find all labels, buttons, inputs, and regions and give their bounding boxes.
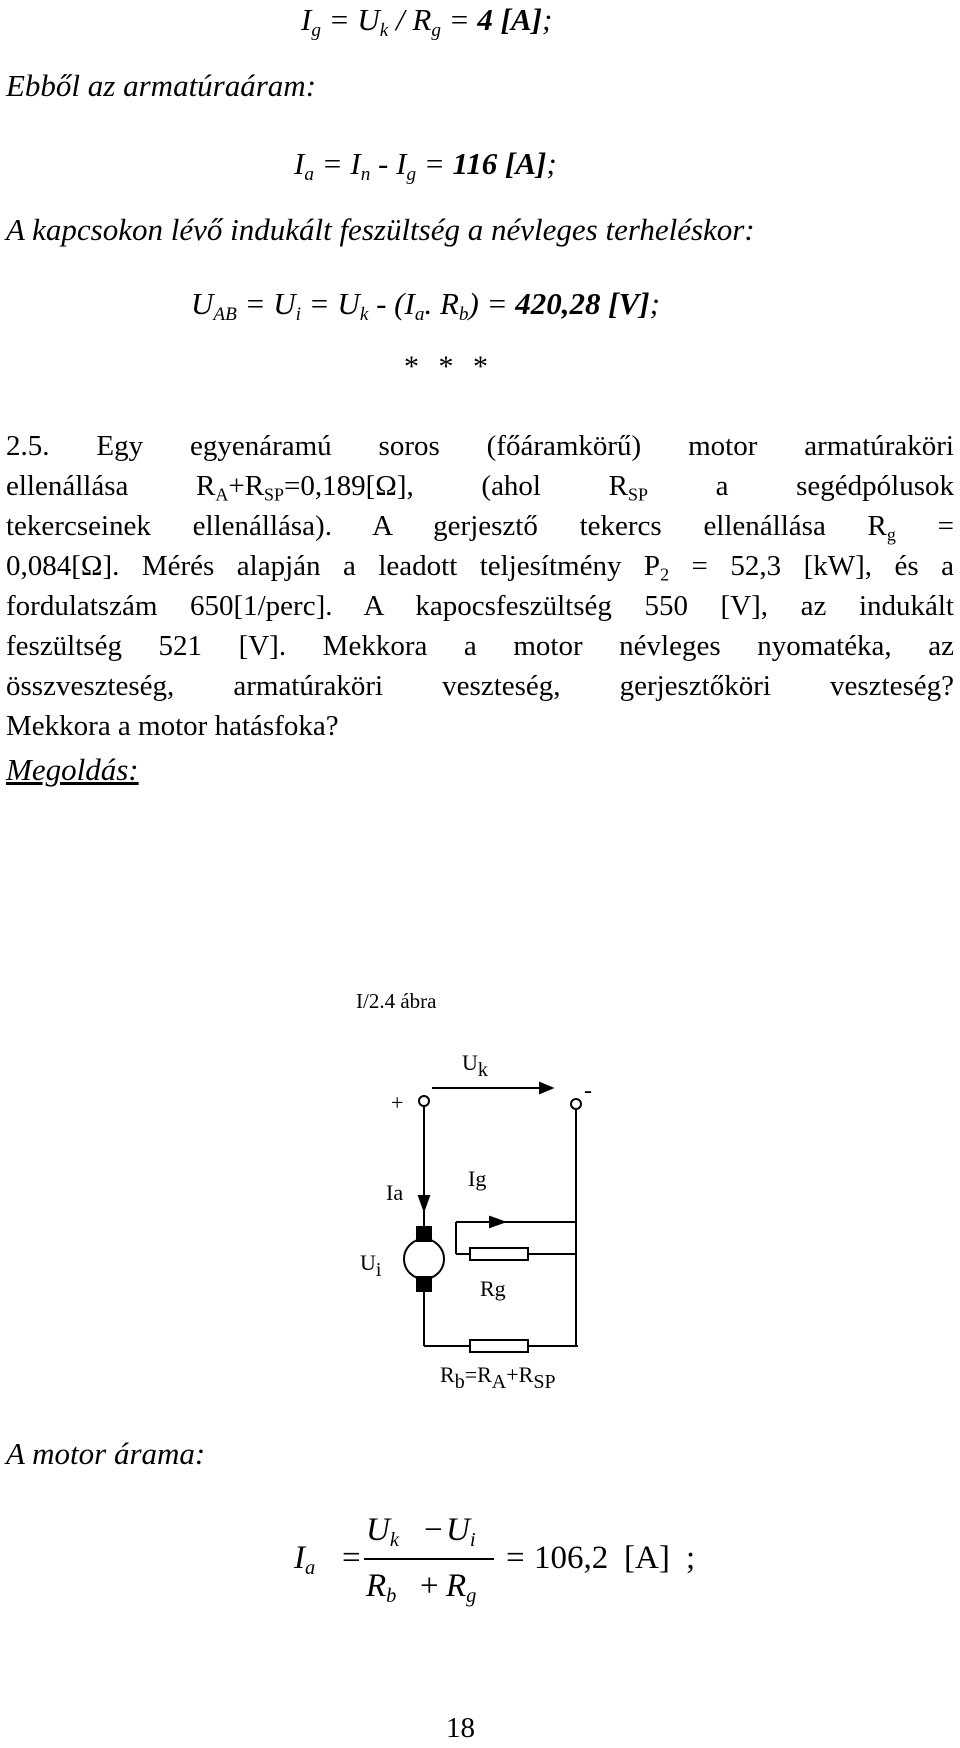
problem-statement — [6, 426, 954, 746]
equation-ia: $I_a = I_n - I_g = 116$ [A]; — [294, 146, 557, 185]
ig-arrowhead — [490, 1217, 504, 1227]
fraction-bar — [364, 1558, 494, 1560]
equation-uab: $U_{AB} = U_i = U_k - (I_a$. $R_b) = 420,28$ [V]; — [191, 286, 660, 325]
label-armature-current: Ebből az armatúraáram: — [6, 68, 317, 103]
ia-label: Ia — [386, 1180, 404, 1205]
rg-label: Rg — [480, 1276, 506, 1301]
problem-line: feszültség 521 [V]. Mekkora a motor névleges nyomatéka, az — [6, 630, 954, 662]
brush-bottom — [417, 1277, 431, 1291]
ig-label: Ig — [468, 1166, 487, 1191]
minus-terminal — [571, 1099, 581, 1109]
figure-caption: I/2.4 ábra — [356, 989, 437, 1013]
section-separator: * * * — [404, 350, 494, 383]
armature — [404, 1239, 444, 1279]
problem-line: 0,084[Ω]. Mérés alapján a leadott teljesítmény $P_2 = 52,3$ [kW], és a — [6, 550, 954, 585]
resistor-rg — [470, 1248, 528, 1260]
resistor-rb — [470, 1340, 528, 1352]
problem-line: tekercseinek ellenállása). A gerjesztő tekercs ellenállása $R_g$ = — [6, 510, 954, 545]
problem-line: ellenállása $R_A+R_{SP}=0,189[\Omega]$, (ahol $R_{SP}$ a segédpólusok — [6, 470, 955, 505]
solution-heading: Megoldás: — [6, 752, 139, 787]
uk-arrowhead — [540, 1083, 552, 1093]
page-number: 18 — [446, 1712, 475, 1744]
problem-line: 2.5. Egy egyenáramú soros (főáramkörű) motor armatúraköri — [6, 430, 954, 462]
label-motor-current: A motor árama: — [6, 1436, 206, 1471]
brush-top — [417, 1227, 431, 1241]
problem-line: Mekkora a motor hatásfoka? — [6, 710, 339, 742]
ia-arrowhead — [419, 1196, 429, 1210]
problem-line: fordulatszám 650[1/perc]. A kapocsfeszültség 550 [V], az indukált — [6, 590, 954, 622]
rb-label: $R_b=R_A+R_{SP}$ — [440, 1362, 556, 1393]
uk-label: $U_k$ — [462, 1050, 488, 1081]
plus-label: + — [391, 1090, 404, 1115]
minus-label: - — [584, 1078, 592, 1104]
equation-ig: $I_g = U_k / R_g = 4$ [A]; — [301, 2, 553, 41]
ui-label: $U_i$ — [360, 1250, 382, 1281]
motor-current-formula: $I_a$ = $U_k$ − $U_i$ $R_b$ + $R_g$ = 106,2 [A] ; — [294, 1512, 696, 1608]
problem-line: összveszteség, armatúraköri veszteség, gerjesztőköri veszteség? — [6, 670, 954, 702]
label-induced-voltage: A kapcsokon lévő indukált feszültség a névleges terheléskor: — [6, 212, 755, 247]
plus-terminal — [419, 1096, 429, 1106]
